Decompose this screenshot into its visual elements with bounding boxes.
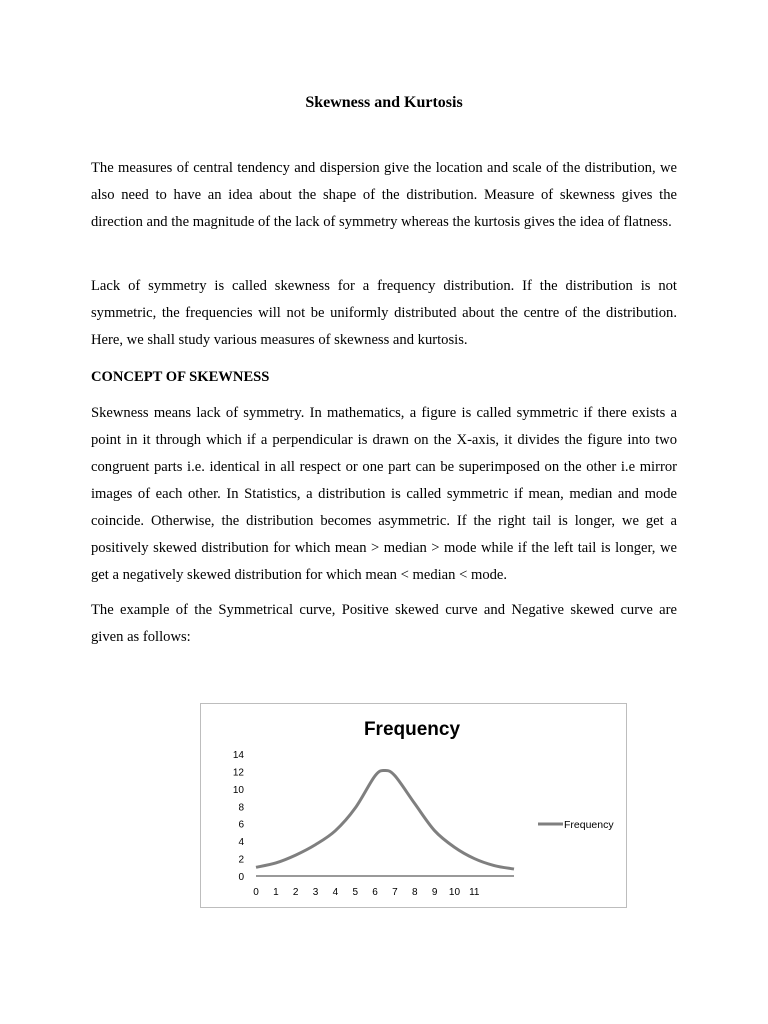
y-tick-label: 14: [232, 750, 244, 761]
x-tick-label: 5: [352, 887, 359, 898]
y-tick-label: 10: [232, 784, 244, 796]
x-tick-label: 1: [273, 887, 279, 898]
paragraph-intro: The measures of central tendency and dispersion give the location and scale of the distribution, we also need to have an idea about the shape of the distribution. Measure of skewness gives the direction and the magnitude of the lack of symmetry whereas the kurtosis gives the idea of flatness.: [91, 160, 677, 230]
paragraph-skewness-definition: Skewness means lack of symmetry. In mathematics, a figure is called symmetric if there exists a point in it through which if a perpendicular is drawn on the X-axis, it divides the figure into two congruent parts i.e. identical in all respect or one part can be superimposed on the other i.e mirror images of each other. In Statistics, a distribution is called symmetric if mean, median and mode coincide. Otherwise, the distribution becomes asymmetric. If the right tail is longer, we get a positively skewed distribution for which mean > median > mode while if the left tail is longer, we get a negatively skewed distribution for which mean < median < mode.: [91, 405, 677, 583]
legend-label: Frequency: [564, 819, 614, 831]
series-line-frequency: [256, 770, 514, 869]
y-tick-label: 12: [232, 767, 244, 779]
x-tick-label: 10: [448, 887, 461, 898]
y-tick-label: 8: [238, 802, 244, 814]
x-tick-label: 11: [469, 887, 480, 898]
x-tick-label: 7: [392, 887, 398, 898]
y-tick-label: 6: [238, 819, 244, 831]
paragraph-examples: The example of the Symmetrical curve, Positive skewed curve and Negative skewed curve are given as follows:: [91, 602, 677, 645]
document-title: Skewness and Kurtosis: [305, 94, 463, 111]
chart-svg: [201, 704, 626, 907]
paragraph-lack-of-symmetry: Lack of symmetry is called skewness for a frequency distribution. If the distribution is not symmetric, the frequencies will not be uniformly distributed about the centre of the distribution. Here, we shall study various measures of skewness and kurtosis.: [91, 278, 677, 348]
x-tick-label: 9: [431, 887, 438, 898]
x-tick-label: 3: [312, 887, 319, 898]
x-tick-label: 2: [292, 887, 299, 898]
y-tick-label: 0: [238, 872, 244, 883]
y-tick-label: 2: [238, 854, 244, 866]
x-tick-label: 4: [332, 887, 339, 898]
chart-title: Frequency: [363, 719, 461, 740]
y-tick-label: 4: [238, 837, 244, 849]
x-tick-label: 6: [372, 887, 378, 898]
x-tick-label: 0: [253, 887, 259, 898]
frequency-chart: [200, 703, 627, 908]
x-tick-label: 8: [411, 887, 418, 898]
section-heading: CONCEPT OF SKEWNESS: [91, 369, 270, 385]
